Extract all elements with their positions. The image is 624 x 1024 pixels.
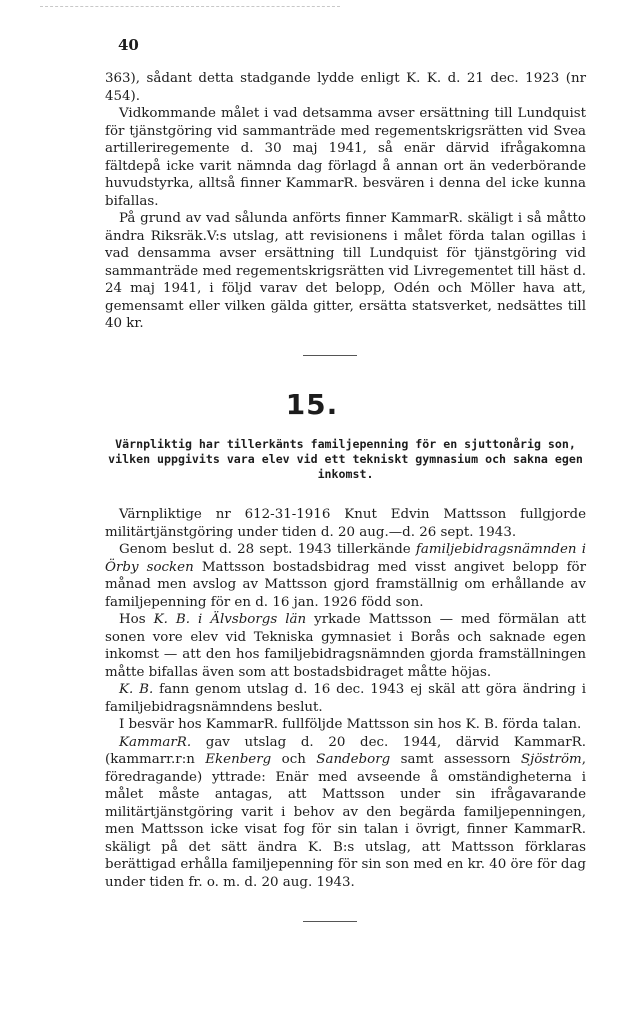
case-number: 15. (285, 388, 339, 421)
text-run: Genom beslut d. 28 sept. 1943 tillerkände (119, 542, 416, 557)
authority-name: KammarR. (119, 734, 192, 750)
section-divider (303, 355, 357, 356)
text-run: och (271, 752, 317, 767)
text-run: yrkade Mattsson — med förmälan att sonen vore elev vid Tekniska gymnasiet i Borås och saknade egen inkomst — att den hos familjebidragsnämnden gjorda framställningen måtte bifallas även som att bostadsbidraget måtte höjas. (105, 612, 586, 680)
person-name: Sjöström (520, 752, 582, 767)
paragraph: 363), sådant detta stadgande lydde enligt K. K. d. 21 dec. 1923 (nr 454). (105, 71, 586, 104)
paragraph (105, 541, 586, 611)
section-divider (303, 921, 357, 922)
person-name: Ekenberg (205, 752, 272, 767)
page-number: 40 (118, 36, 139, 54)
authority-name: K. B. (119, 682, 154, 697)
paragraph (105, 681, 586, 716)
paragraph: Värnpliktige nr 612-31-1916 Knut Edvin Mattsson fullgjorde militärtjänstgöring under tiden d. 20 aug.—d. 26 sept. 1943. (105, 507, 586, 540)
text-run: gav utslag d. 20 dec. 1944, därvid KammarR. (kammarr.r:n (105, 734, 586, 767)
section-b-text (105, 506, 586, 891)
text-run: fann genom utslag d. 16 dec. 1943 ej skäl att göra ändring i familjebidragsnämndens beslut. (105, 682, 586, 715)
paragraph: I besvär hos KammarR. fullföljde Mattsson sin hos K. B. förda talan. (119, 717, 582, 732)
section-a-text (105, 70, 586, 333)
person-name: Sandeborg (316, 752, 391, 767)
paragraph: På grund av vad sålunda anförts finner KammarR. skäligt i så måtto ändra Riksräk.V:s utslag, att revisionens i målet förda talan ogillas i vad densamma avser ersättning till Lundquist för tjänstgöring vid sammanträde med regementskrigsrätten vid Livregementet till häst d. 24 maj 1941, i följd varav det belopp, Odén och Möller hava att, gemensamt eller vilken gälda gitter, ersätta statsverket, nedsättes till 40 kr. (105, 211, 586, 331)
authority-name: K. B. i Älvsborgs län (153, 612, 307, 627)
paragraph (105, 611, 586, 681)
case-summary: Värnpliktig har tillerkänts familjepenning för en sjuttonårig son, vilken uppgivits vara elev vid ett tekniskt gymnasium och sakna egen inkomst. (108, 437, 583, 481)
text-run: Hos (119, 612, 154, 627)
authority-name: familjebidragsnämnden i Örby socken (105, 542, 587, 575)
text-run: samt assessorn (390, 752, 521, 767)
text-run: , föredragande) yttrade: Enär med avseende å omständigheterna i målet måste antagas, att Mattsson under sin ifrågavarande militärtjänstgöring varit i behov av den begärda familjepenningen, men Mattsson icke visat fog för sin talan i övrigt, finner KammarR. skäligt på det sätt ändra K. B:s utslag, att Mattsson förklaras berättigad erhålla familjepenning för sin son med en kr. 40 öre för dag under tiden fr. o. m. d. 20 aug. 1943. (105, 752, 586, 890)
paragraph (105, 734, 586, 892)
paragraph: Vidkommande målet i vad detsamma avser ersättning till Lundquist för tjänstgöring vid sammanträde med regementskrigsrätten vid Svea artilleriregemente d. 30 maj 1941, så enär därvid ifrågakomna fältdepå icke varit nämnda dag förlagd å annan ort än vederbörande huvudstyrka, alltså finner KammarR. besvären i denna del icke kunna bifallas. (105, 106, 586, 209)
text-run: Mattsson bostadsbidrag med visst angivet belopp för månad men avslog av Mattsson gjord framställnig om erhållande av familjepenning för en d. 16 jan. 1926 född son. (105, 559, 587, 610)
top-edge-mark (40, 6, 340, 7)
